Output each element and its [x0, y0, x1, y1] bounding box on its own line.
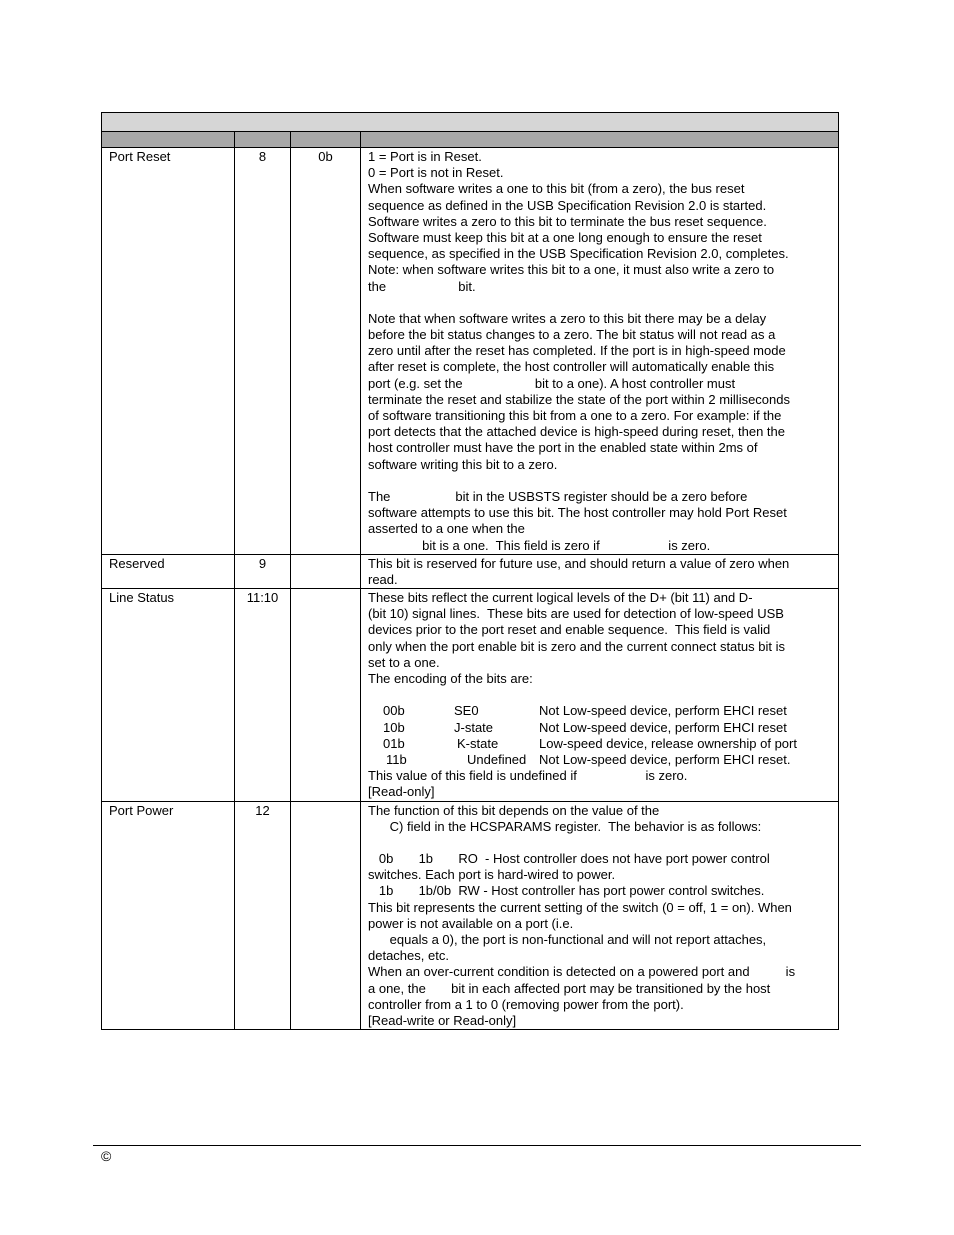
footer-divider	[93, 1145, 861, 1146]
blank-line	[368, 473, 832, 489]
encoding-meaning: Not Low-speed device, perform EHCI reset.	[539, 751, 791, 767]
encoding-meaning: Not Low-speed device, perform EHCI reset	[539, 703, 787, 719]
header-cell-default	[291, 132, 361, 148]
description-lines	[368, 149, 832, 554]
description-line: 0 = Port is not in Reset.	[368, 165, 504, 181]
encoding-state: J-state	[454, 719, 494, 735]
description-line: This value of this field is undefined if is zero.	[368, 768, 688, 784]
description-line: controller from a 1 to 0 (removing power from the port).	[368, 996, 684, 1012]
blank-line	[368, 687, 832, 703]
description-line: Software writes a zero to this bit to terminate the bus reset sequence.	[368, 213, 767, 229]
encoding-meaning: Not Low-speed device, perform EHCI reset	[539, 719, 787, 735]
description-line: the bit.	[368, 278, 476, 294]
description-line: software attempts to use this bit. The host controller may hold Port Reset	[368, 505, 787, 521]
description-line: detaches, etc.	[368, 948, 449, 964]
field-default: 0b	[291, 148, 361, 555]
description-line: These bits reflect the current logical levels of the D+ (bit 11) and D-	[368, 590, 753, 606]
description-line: port (e.g. set the bit to a one). A host controller must	[368, 375, 736, 391]
description-line: set to a one.	[368, 654, 440, 670]
description-line: [Read-write or Read-only]	[368, 1012, 517, 1028]
field-bits: 12	[235, 801, 291, 1030]
field-description	[361, 554, 839, 588]
encoding-bits: 00b	[383, 703, 405, 719]
description-line: before the bit status changes to a zero. The bit status will not read as a	[368, 327, 776, 343]
description-line: switches. Each port is hard-wired to power.	[368, 867, 616, 883]
description-line: only when the port enable bit is zero and the current connect status bit is	[368, 638, 785, 654]
field-bits: 9	[235, 554, 291, 588]
description-line: [Read-only]	[368, 784, 435, 800]
description-line: C) field in the HCSPARAMS register. The behavior is as follows:	[368, 818, 762, 834]
encoding-state: K-state	[457, 735, 499, 751]
description-lines	[368, 556, 832, 588]
description-line: 1b 1b/0b RW - Host controller has port power control switches.	[368, 883, 765, 899]
field-description	[361, 589, 839, 801]
table-header-row	[102, 132, 839, 148]
description-line: of software transitioning this bit from a one to a zero. For example: if the	[368, 408, 782, 423]
description-line: The function of this bit depends on the value of the	[368, 802, 660, 818]
description-line: read.	[368, 571, 398, 587]
description-line: The bit in the USBSTS register should be a zero before	[368, 488, 748, 504]
field-name: Line Status	[102, 589, 235, 801]
description-line: Note that when software writes a zero to this bit there may be a delay	[368, 310, 767, 326]
description-line: terminate the reset and stabilize the state of the port within 2 milliseconds	[368, 391, 790, 407]
encoding-bits: 11b	[386, 751, 407, 767]
description-line: devices prior to the port reset and enable sequence. This field is valid	[368, 622, 771, 638]
field-bits: 8	[235, 148, 291, 555]
register-bit-table	[101, 112, 839, 1030]
description-line: power is not available on a port (i.e.	[368, 915, 574, 931]
description-line: Note: when software writes this bit to a one, it must also write a zero to	[368, 262, 775, 278]
description-line: zero until after the reset has completed. If the port is in high-speed mode	[368, 343, 786, 359]
header-cell-description	[361, 132, 839, 148]
description-line: The encoding of the bits are:	[368, 671, 533, 686]
description-line: When an over-current condition is detected on a powered port and is	[368, 964, 796, 980]
description-line: equals a 0), the port is non-functional and will not report attaches,	[368, 932, 767, 947]
header-cell-bits	[235, 132, 291, 148]
field-name: Reserved	[102, 554, 235, 588]
description-line: This bit represents the current setting of the switch (0 = off, 1 = on). When	[368, 899, 792, 915]
description-line: asserted to a one when the	[368, 521, 525, 537]
field-description	[361, 801, 839, 1030]
encoding-state: Undefined	[467, 751, 527, 767]
field-name: Port Reset	[102, 148, 235, 555]
description-line: When software writes a one to this bit (from a zero), the bus reset	[368, 181, 745, 197]
description-line: Software must keep this bit at a one long enough to ensure the reset	[368, 229, 762, 245]
description-line: port detects that the attached device is high-speed during reset, then the	[368, 424, 785, 440]
field-name: Port Power	[102, 801, 235, 1030]
description-line: (bit 10) signal lines. These bits are used for detection of low-speed USB	[368, 606, 784, 622]
description-lines	[368, 803, 832, 1030]
encoding-bits: 01b	[383, 735, 405, 751]
description-line: bit is a one. This field is zero if is zero.	[368, 537, 711, 553]
table-row-reserved	[102, 554, 839, 588]
encoding-state: SE0	[454, 703, 479, 719]
description-line: sequence, as specified in the USB Specification Revision 2.0, completes.	[368, 246, 789, 262]
blank-line	[368, 295, 832, 311]
field-description	[361, 148, 839, 555]
encoding-row	[368, 736, 832, 752]
encoding-row	[368, 752, 832, 768]
description-line: This bit is reserved for future use, and should return a value of zero when	[368, 555, 790, 571]
encoding-bits: 10b	[383, 719, 405, 735]
encoding-row	[368, 720, 832, 736]
encoding-list	[368, 703, 832, 768]
description-line: 1 = Port is in Reset.	[368, 149, 482, 164]
field-default	[291, 589, 361, 801]
table-row-port-power	[102, 801, 839, 1030]
encoding-meaning: Low-speed device, release ownership of port	[539, 735, 797, 751]
field-default	[291, 554, 361, 588]
table-title-row	[102, 113, 839, 132]
field-default	[291, 801, 361, 1030]
description-line: 0b 1b RO - Host controller does not have port power control	[368, 851, 770, 867]
description-line: sequence as defined in the USB Specification Revision 2.0 is started.	[368, 197, 767, 213]
copyright-symbol: ©	[101, 1148, 112, 1164]
table-row-port-reset	[102, 148, 839, 555]
encoding-row	[368, 703, 832, 719]
description-line: a one, the bit in each affected port may be transitioned by the host	[368, 980, 771, 996]
field-bits: 11:10	[235, 589, 291, 801]
description-line: host controller must have the port in the enabled state within 2ms of	[368, 440, 758, 456]
header-cell-name	[102, 132, 235, 148]
description-line: after reset is complete, the host controller will automatically enable this	[368, 359, 775, 375]
blank-line	[368, 835, 832, 851]
description-intro	[368, 590, 832, 687]
table-row-line-status	[102, 589, 839, 801]
description-outro	[368, 768, 832, 800]
table-title-cell	[102, 113, 839, 132]
description-line: software writing this bit to a zero.	[368, 456, 558, 472]
